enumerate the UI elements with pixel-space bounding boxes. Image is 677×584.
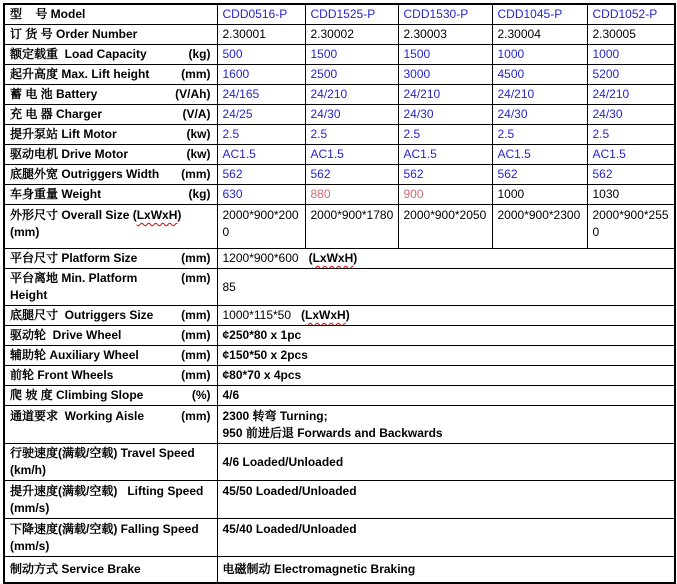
row-unit: (V/Ah) <box>175 87 211 101</box>
row-label-line2: (mm/s) <box>10 539 50 553</box>
row-label: 平台离地 Min. Platform Height <box>10 271 141 302</box>
spec-value: 24/210 <box>398 85 492 105</box>
row-label-cell <box>4 306 217 326</box>
spec-value: 2.5 <box>587 125 675 145</box>
spec-value: AC1.5 <box>398 145 492 165</box>
table-row-lift-motor <box>4 125 675 145</box>
spec-value: ¢80*70 x 4pcs <box>217 366 675 386</box>
model-value: CDD1052-P <box>587 4 675 25</box>
row-label-cell <box>4 4 217 25</box>
spec-value: 900 <box>398 185 492 205</box>
spec-value: 2.30002 <box>305 25 398 45</box>
row-unit: (mm) <box>181 251 211 265</box>
row-unit: (%) <box>191 388 211 402</box>
spec-value: 2.5 <box>217 125 305 145</box>
spec-value: 4/6 Loaded/Unloaded <box>217 444 675 481</box>
row-label-cell <box>4 45 217 65</box>
row-unit: (kw) <box>186 127 211 141</box>
spec-value: 2.30001 <box>217 25 305 45</box>
row-label-cell <box>4 205 217 249</box>
spec-value: 2000*900*2050 <box>398 205 492 249</box>
spec-value: 24/25 <box>217 105 305 125</box>
row-label: 外形尺寸 Overall Size (LxWxH) (mm) <box>10 208 185 239</box>
spec-value: 2500 <box>305 65 398 85</box>
row-label: 爬 坡 度 Climbing Slope <box>10 388 144 402</box>
spec-value: 2000*900*1780 <box>305 205 398 249</box>
row-unit: (mm) <box>181 368 211 382</box>
row-label-cell <box>4 444 217 481</box>
row-label: 提升泵站 Lift Motor <box>10 127 117 141</box>
table-row-battery <box>4 85 675 105</box>
spec-value: AC1.5 <box>217 145 305 165</box>
table-row-weight <box>4 185 675 205</box>
row-label-cell <box>4 326 217 346</box>
spec-value: 1600 <box>217 65 305 85</box>
row-label: 驱动电机 Drive Motor <box>10 147 129 161</box>
spec-value: 2000*900*2550 <box>587 205 675 249</box>
table-row-outriggers-size <box>4 306 675 326</box>
table-row-model <box>4 4 675 25</box>
spec-value: 4/6 <box>217 386 675 406</box>
row-unit: (mm) <box>181 348 211 362</box>
row-label-line2: (mm/s) <box>10 501 50 515</box>
table-row-lift-height <box>4 65 675 85</box>
spec-value: 2.30004 <box>492 25 587 45</box>
row-label: 起升高度 Max. Lift height <box>10 67 150 81</box>
row-label-cell <box>4 386 217 406</box>
spec-value: 45/50 Loaded/Unloaded <box>217 481 675 519</box>
spec-value: AC1.5 <box>492 145 587 165</box>
spec-value: 45/40 Loaded/Unloaded <box>217 519 675 557</box>
spec-value: 24/30 <box>398 105 492 125</box>
row-label-cell <box>4 105 217 125</box>
spellcheck-squiggle: LxWxH <box>312 251 354 265</box>
spec-table <box>3 3 676 584</box>
spec-value: 2000*900*2000 <box>217 205 305 249</box>
spec-value: 562 <box>305 165 398 185</box>
table-row-load-capacity <box>4 45 675 65</box>
table-row-charger <box>4 105 675 125</box>
spec-value: 1030 <box>587 185 675 205</box>
model-value: CDD1045-P <box>492 4 587 25</box>
spec-value: 1000*115*50 (LxWxH) <box>217 306 675 326</box>
table-row-outriggers-width <box>4 165 675 185</box>
row-unit: (kw) <box>186 147 211 161</box>
row-label-cell <box>4 406 217 444</box>
table-row-order-number <box>4 25 675 45</box>
table-row-drive-motor <box>4 145 675 165</box>
spec-value: 2.5 <box>305 125 398 145</box>
row-label: 制动方式 Service Brake <box>10 561 141 576</box>
table-row-overall-size <box>4 205 675 249</box>
spec-value: 2.5 <box>492 125 587 145</box>
row-unit: (mm) <box>181 328 211 342</box>
spec-value: 24/30 <box>587 105 675 125</box>
spec-value: 24/30 <box>305 105 398 125</box>
row-label: 提升速度(满载/空载) Lifting Speed <box>10 484 204 498</box>
row-unit: (mm) <box>181 167 211 181</box>
row-label: 车身重量 Weight <box>10 187 102 201</box>
table-row-min-platform-height <box>4 269 675 306</box>
model-value: CDD1530-P <box>398 4 492 25</box>
row-label: 额定载重 Load Capacity <box>10 47 147 61</box>
table-row-climbing-slope <box>4 386 675 406</box>
spec-value: 1200*900*600 (LxWxH) <box>217 249 675 269</box>
row-label-cell <box>4 125 217 145</box>
row-label-cell <box>4 145 217 165</box>
spec-value: 562 <box>492 165 587 185</box>
spec-value: 1000 <box>492 45 587 65</box>
row-label-cell <box>4 346 217 366</box>
spec-value: AC1.5 <box>587 145 675 165</box>
spec-value: 2.30005 <box>587 25 675 45</box>
spec-value: 1500 <box>305 45 398 65</box>
table-row-service-brake <box>4 557 675 583</box>
row-label: 前轮 Front Wheels <box>10 368 114 382</box>
table-row-working-aisle <box>4 406 675 444</box>
table-row-auxiliary-wheel <box>4 346 675 366</box>
row-label: 型 号 Model <box>10 7 86 21</box>
spec-value: ¢250*80 x 1pc <box>217 326 675 346</box>
spec-value: 24/165 <box>217 85 305 105</box>
spec-value: 2000*900*2300 <box>492 205 587 249</box>
spec-value: 2.30003 <box>398 25 492 45</box>
spec-value: 1500 <box>398 45 492 65</box>
row-label: 驱动轮 Drive Wheel <box>10 328 122 342</box>
spec-value: ¢150*50 x 2pcs <box>217 346 675 366</box>
row-label-cell <box>4 519 217 557</box>
row-label: 辅助轮 Auxiliary Wheel <box>10 348 139 362</box>
spec-value: 2300 转弯 Turning; 950 前进后退 Forwards and Backwards <box>217 406 675 444</box>
spec-value: 562 <box>217 165 305 185</box>
row-label-cell <box>4 165 217 185</box>
spec-value: 24/210 <box>492 85 587 105</box>
row-unit: (kg) <box>188 187 211 201</box>
spec-value: 2.5 <box>398 125 492 145</box>
row-unit: (mm) <box>181 67 211 81</box>
spec-value: 24/210 <box>305 85 398 105</box>
row-label: 通道要求 Working Aisle <box>10 409 145 423</box>
row-unit: (kg) <box>188 47 211 61</box>
row-unit: (mm) <box>181 308 211 322</box>
spec-value: 1000 <box>492 185 587 205</box>
model-value: CDD1525-P <box>305 4 398 25</box>
row-label: 下降速度(满载/空载) Falling Speed <box>10 522 199 536</box>
row-label-cell <box>4 185 217 205</box>
row-label: 充 电 器 Charger <box>10 107 103 121</box>
table-row-platform-size <box>4 249 675 269</box>
spec-value: AC1.5 <box>305 145 398 165</box>
spec-value: 4500 <box>492 65 587 85</box>
spec-value: 24/210 <box>587 85 675 105</box>
row-label-cell <box>4 269 217 306</box>
spec-value: 880 <box>305 185 398 205</box>
spec-value: 500 <box>217 45 305 65</box>
table-row-drive-wheel <box>4 326 675 346</box>
model-value: CDD0516-P <box>217 4 305 25</box>
row-label: 订 货 号 Order Number <box>10 27 138 41</box>
row-unit: (mm) <box>181 409 211 423</box>
row-label-cell <box>4 65 217 85</box>
row-label: 蓄 电 池 Battery <box>10 87 98 101</box>
row-label-cell <box>4 481 217 519</box>
spec-value: 562 <box>398 165 492 185</box>
row-label-cell <box>4 557 217 583</box>
table-row-travel-speed <box>4 444 675 481</box>
row-unit: (mm) <box>181 271 211 285</box>
spellcheck-squiggle: LxWxH <box>305 308 346 322</box>
table-row-lifting-speed <box>4 481 675 519</box>
spec-value: 1000 <box>587 45 675 65</box>
row-label: 底腿外宽 Outriggers Width <box>10 167 160 181</box>
row-label-cell <box>4 249 217 269</box>
row-label: 平台尺寸 Platform Size <box>10 251 138 265</box>
row-unit: (V/A) <box>182 107 211 121</box>
spellcheck-squiggle: LxWxH <box>136 208 178 222</box>
row-label-cell <box>4 85 217 105</box>
table-row-front-wheels <box>4 366 675 386</box>
table-row-falling-speed <box>4 519 675 557</box>
spec-value: 3000 <box>398 65 492 85</box>
spec-value: 5200 <box>587 65 675 85</box>
spec-value: 630 <box>217 185 305 205</box>
row-label-cell <box>4 25 217 45</box>
spec-value: 562 <box>587 165 675 185</box>
row-label-cell <box>4 366 217 386</box>
row-label: 底腿尺寸 Outriggers Size <box>10 308 154 322</box>
spec-value: 85 <box>217 269 675 306</box>
spec-value: 24/30 <box>492 105 587 125</box>
spec-value: 电磁制动 Electromagnetic Braking <box>217 557 675 583</box>
row-label: 行驶速度(满载/空载) Travel Speed (km/h) <box>10 446 199 477</box>
